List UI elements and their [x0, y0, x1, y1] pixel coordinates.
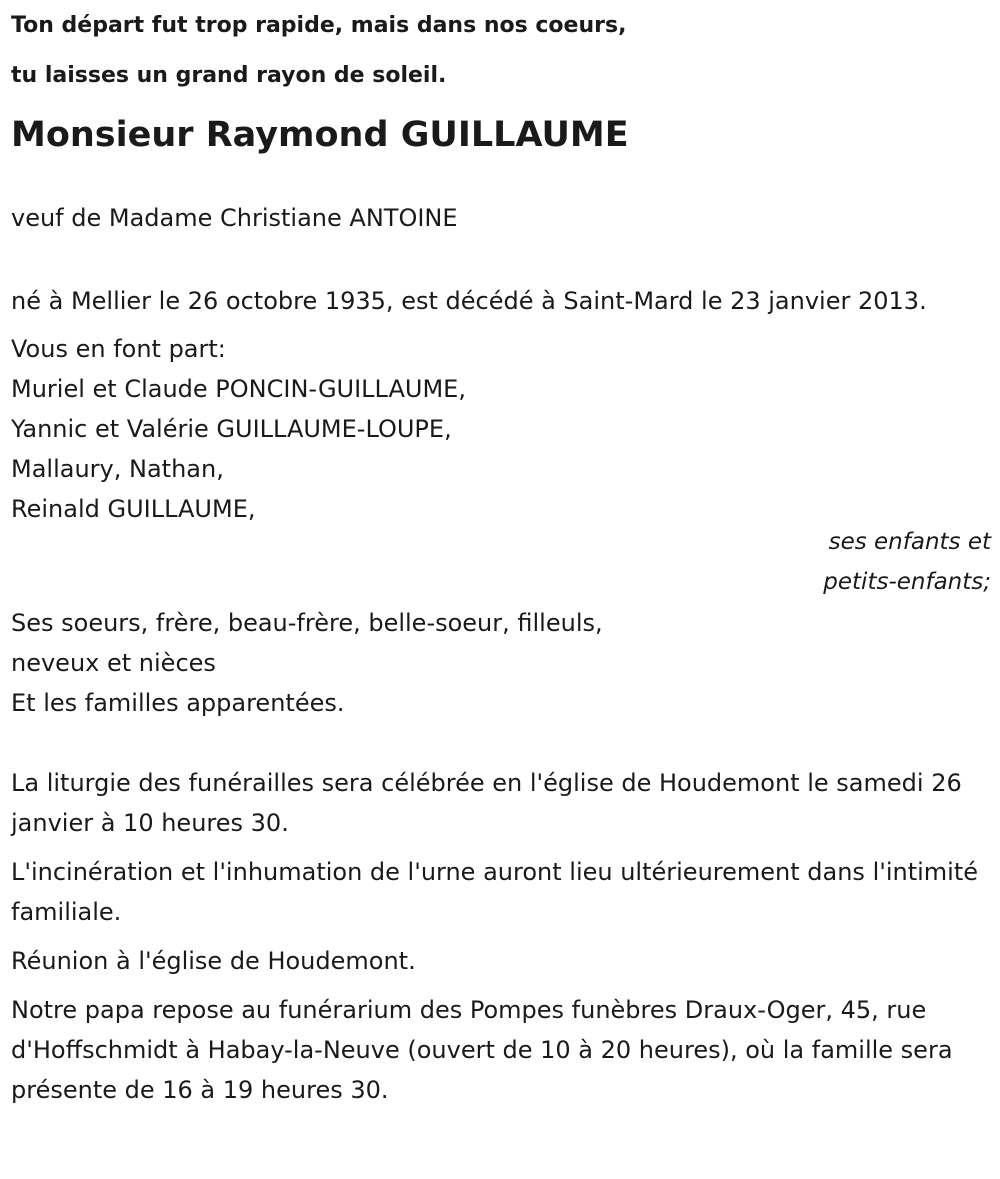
obituary-notice [11, 0, 991, 1110]
family-list [11, 329, 991, 529]
meeting-info: Réunion à l'église de Houdemont. [11, 947, 416, 975]
deceased-name: Monsieur Raymond GUILLAUME [11, 115, 629, 155]
viewing-info: Notre papa repose au funérarium des Pompes funèbres Draux-Oger, 45, rue d'Hoffschmidt à Habay-la-Neuve (ouvert de 10 à 20 heures), où la famille sera présente de 16 à 19 heures 30. [11, 996, 953, 1104]
widow-of: veuf de Madame Christiane ANTOINE [11, 204, 458, 232]
family-relation-line-1: ses enfants et [828, 529, 991, 555]
epigraph [11, 1, 991, 101]
liturgy-info: La liturgie des funérailles sera célébrée en l'église de Houdemont le samedi 26 janvier à 10 heures 30. [11, 769, 962, 837]
family-member: Mallaury, Nathan, [11, 455, 224, 483]
family-member: Muriel et Claude PONCIN-GUILLAUME, [11, 375, 466, 403]
family-member: Yannic et Valérie GUILLAUME-LOUPE, [11, 415, 452, 443]
family-intro: Vous en font part: [11, 335, 226, 363]
epigraph-line-1: Ton départ fut trop rapide, mais dans nos coeurs, [11, 13, 627, 38]
family-relation-line-2: petits-enfants; [823, 569, 991, 595]
epigraph-line-2: tu laisses un grand rayon de soleil. [11, 63, 447, 88]
family-relation [11, 522, 991, 602]
birth-death: né à Mellier le 26 octobre 1935, est décédé à Saint-Mard le 23 janvier 2013. [11, 287, 927, 315]
extended-family-line: Ses soeurs, frère, beau-frère, belle-soeur, filleuls, [11, 609, 603, 637]
extended-family-line: neveux et nièces [11, 649, 216, 677]
extended-family [11, 603, 991, 723]
cremation-info: L'incinération et l'inhumation de l'urne auront lieu ultérieurement dans l'intimité familiale. [11, 858, 979, 926]
family-member: Reinald GUILLAUME, [11, 495, 256, 523]
extended-family-line: Et les familles apparentées. [11, 689, 345, 717]
